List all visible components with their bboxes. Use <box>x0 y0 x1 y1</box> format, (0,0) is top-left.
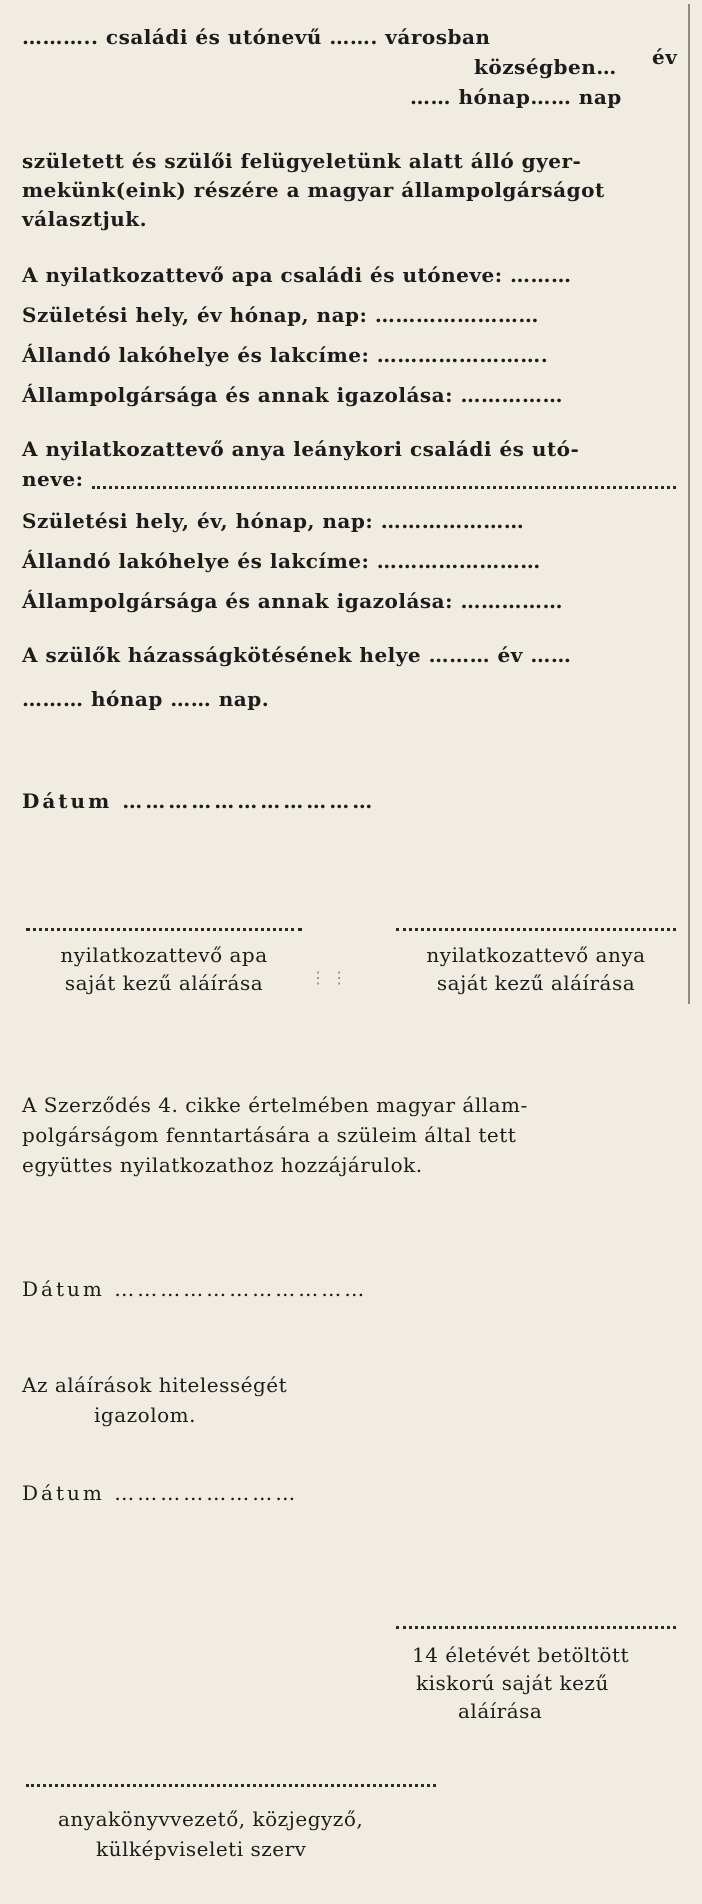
father-citizenship-field: Állampolgársága és annak igazolása: …………… <box>22 383 563 407</box>
father-birth-field: Születési hely, év hónap, nap: …………………… <box>22 303 539 327</box>
mother-signature-label-1: nyilatkozattevő anya <box>426 943 646 967</box>
minor-signature-label-1: 14 életévét betöltött <box>412 1643 630 1667</box>
minor-signature-line <box>396 1626 676 1629</box>
consent-line-3: együttes nyilatkozathoz hozzájárulok. <box>22 1153 423 1177</box>
father-signature-line <box>26 928 302 931</box>
official-signature-line <box>26 1784 436 1787</box>
mother-signature-line <box>396 928 676 931</box>
consent-line-2: polgárságom fenntartására a szüleim által tett <box>22 1123 517 1147</box>
intro-line-3: választjuk. <box>22 207 148 231</box>
intro-line-2: mekünk(eink) részére a magyar állampolgárságot <box>22 178 605 202</box>
consent-line-1: A Szerződés 4. cikke értelmében magyar állam- <box>22 1093 528 1117</box>
authentication-line-1: Az aláírások hitelességét <box>22 1373 288 1397</box>
mother-name-line-2: neve: <box>22 467 84 491</box>
mother-name-line-1: A nyilatkozattevő anya leánykori családi és utó- <box>22 437 580 461</box>
header-year: év <box>652 45 678 69</box>
mother-name-dotted-line <box>92 486 676 489</box>
marriage-line-2: ……… hónap …… nap. <box>22 687 270 711</box>
father-signature-label-1: nyilatkozattevő apa <box>60 943 268 967</box>
father-residence-field: Állandó lakóhelye és lakcíme: ……………………. <box>22 343 549 367</box>
header-line-3: …… hónap…… nap <box>410 85 622 109</box>
date-field-2: Dátum …………………………… <box>22 1277 368 1301</box>
date-field-1: Dátum …………………………… <box>22 789 376 813</box>
official-label-2: külképviseleti szerv <box>96 1837 307 1861</box>
header-line-1: ……….. családi és utónevű ……. városban <box>22 25 491 49</box>
official-label-1: anyakönyvvezető, közjegyző, <box>58 1807 364 1831</box>
intro-line-1: született és szülői felügyeletünk alatt álló gyer- <box>22 149 582 173</box>
mother-residence-field: Állandó lakóhelye és lakcíme: …………………… <box>22 549 541 573</box>
father-name-field: A nyilatkozattevő apa családi és utóneve: ……… <box>22 263 572 287</box>
marriage-line-1: A szülők házasságkötésének helye ……… év …… <box>22 643 572 667</box>
date-field-3: Dátum …………………… <box>22 1481 299 1505</box>
mother-signature-label-2: saját kezű aláírása <box>436 971 636 995</box>
mother-citizenship-field: Állampolgársága és annak igazolása: …………… <box>22 589 563 613</box>
authentication-line-2: igazolom. <box>94 1403 196 1427</box>
minor-signature-label-2: kiskorú saját kezű <box>416 1671 609 1695</box>
page-edge-line <box>688 4 690 1004</box>
father-signature-label-2: saját kezű aláírása <box>64 971 264 995</box>
mother-birth-field: Születési hely, év, hónap, nap: ………………… <box>22 509 525 533</box>
minor-signature-label-3: aláírása <box>458 1699 543 1723</box>
ink-smudge-mark: ⋮ ⋮ <box>310 968 348 987</box>
header-village: községben… <box>474 55 617 79</box>
